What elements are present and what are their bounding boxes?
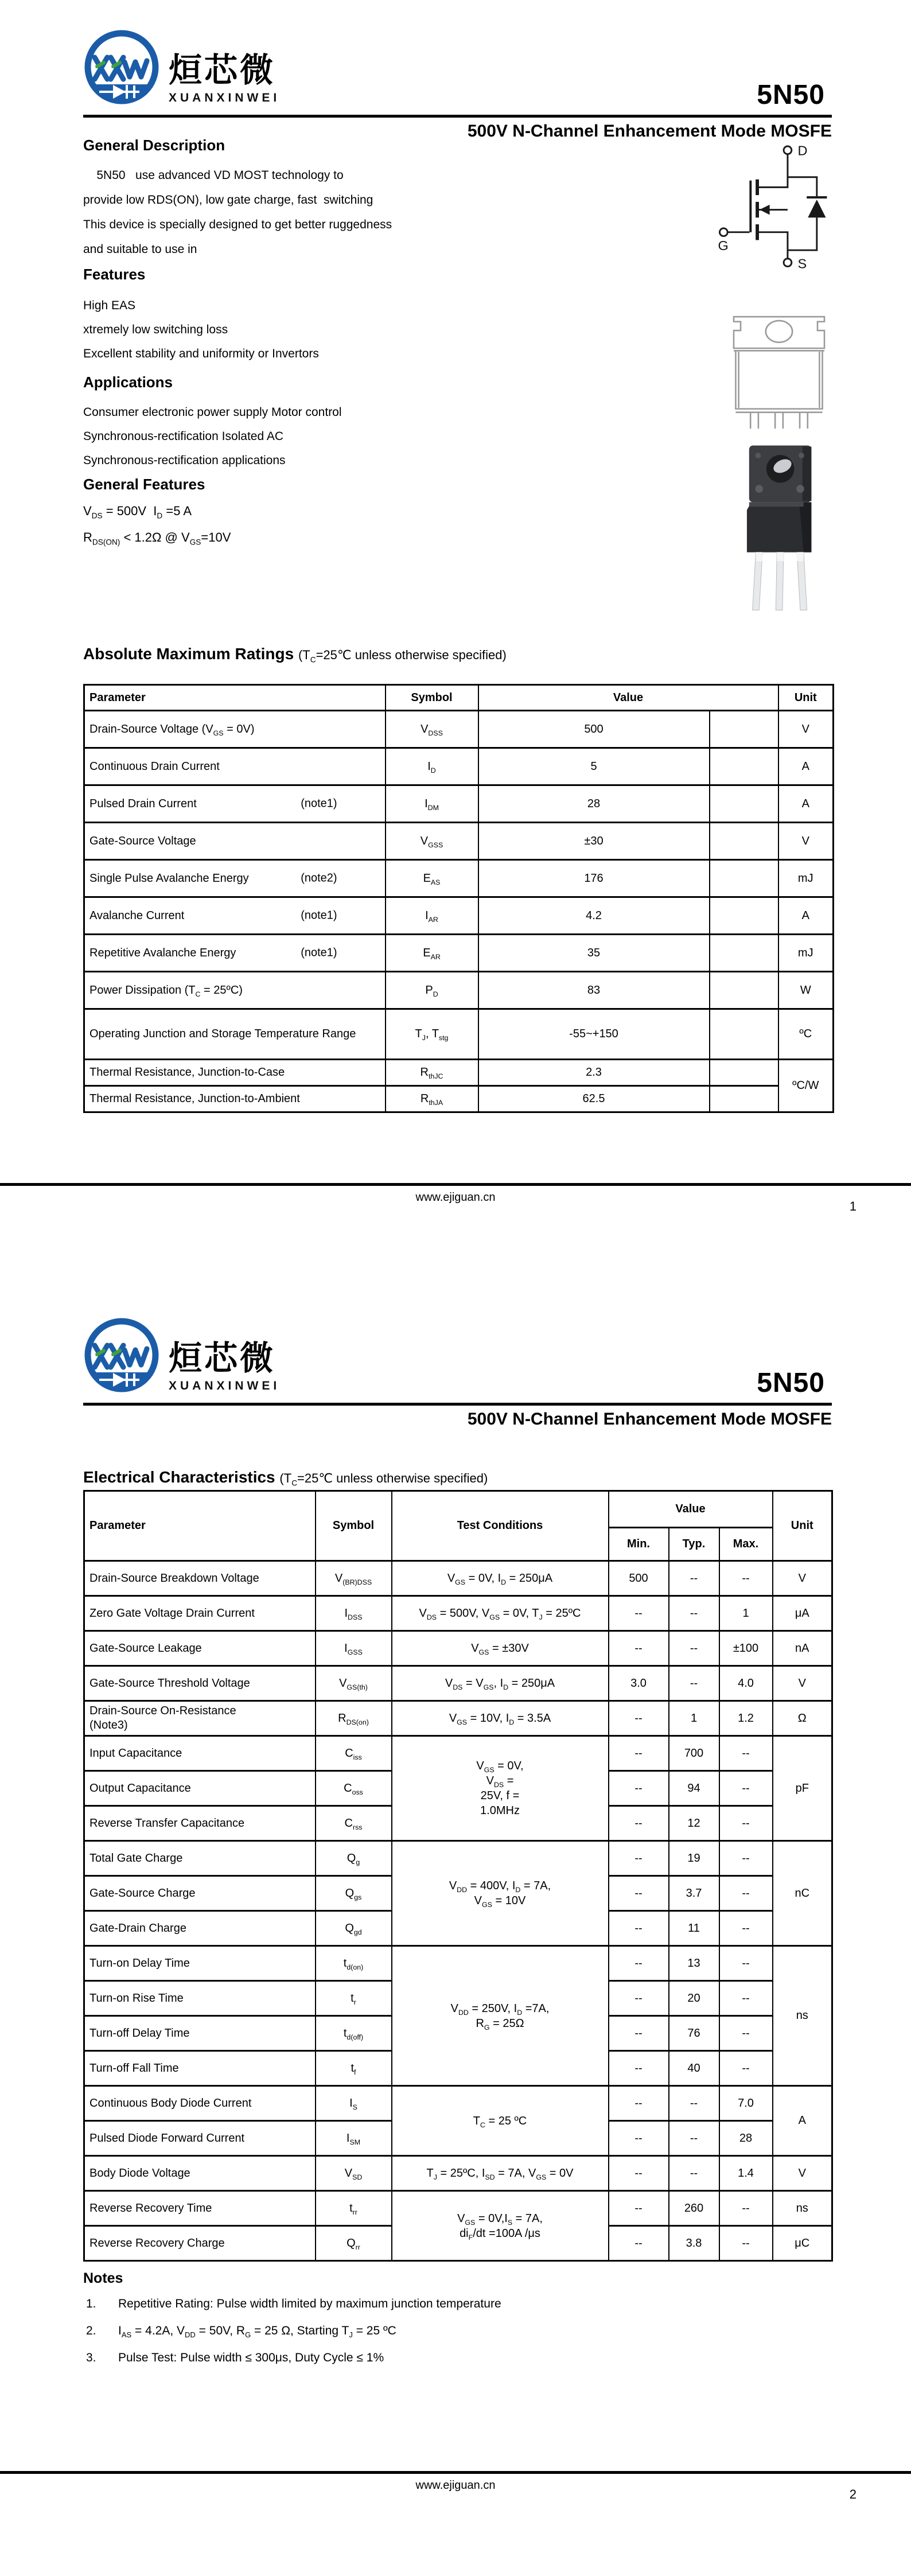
- table-row: [84, 1736, 832, 1771]
- test-conditions-cell: $V_{GS} = 0V,I_S = 7A$, $di_F/dt =100A$ /μs: [392, 2191, 609, 2261]
- section-title-general-description: General Description: [83, 137, 225, 154]
- parameter-name: Pulsed Drain Current: [89, 797, 197, 810]
- max-cell: 4.0: [719, 1666, 773, 1701]
- symbol-cell: $E_{AR}$: [386, 935, 478, 972]
- parameter-cell: Continuous Body Diode Current: [84, 2086, 316, 2121]
- column-header-parameter: Parameter: [84, 685, 386, 711]
- symbol-cell: $t_r$: [316, 1981, 392, 2016]
- min-cell: --: [609, 1841, 669, 1876]
- table-row: [84, 1701, 832, 1736]
- symbol-cell: $R_{thJA}$: [386, 1086, 478, 1112]
- value-cell: 5: [478, 748, 710, 785]
- value-subcell: [710, 897, 778, 935]
- general-feature-item: $V_{DS} = 500V$ $I_D =5$ A: [83, 504, 192, 520]
- symbol-cell: $C_{iss}$: [316, 1736, 392, 1771]
- value-subcell: [710, 1086, 778, 1112]
- min-cell: 3.0: [609, 1666, 669, 1701]
- value-cell: 35: [478, 935, 710, 972]
- max-cell: --: [719, 1876, 773, 1911]
- parameter-cell: [84, 785, 386, 823]
- value-cell: ±30: [478, 823, 710, 860]
- min-cell: --: [609, 2226, 669, 2261]
- absolute-maximum-ratings-table: [83, 684, 834, 1113]
- footer-rule: [0, 2471, 911, 2474]
- value-subcell: [710, 748, 778, 785]
- note-number: 2.: [86, 2324, 96, 2337]
- unit-cell: A: [778, 897, 834, 935]
- parameter-cell: [84, 711, 386, 748]
- value-cell: -55~+150: [478, 1009, 710, 1060]
- typ-cell: 260: [669, 2191, 719, 2226]
- column-header-typ: Typ.: [669, 1528, 719, 1561]
- symbol-cell: $I_{DSS}$: [316, 1596, 392, 1631]
- table-row: [84, 935, 834, 972]
- table-row: [84, 2156, 832, 2191]
- parameter-cell: Gate-Source Threshold Voltage: [84, 1666, 316, 1701]
- min-cell: --: [609, 1876, 669, 1911]
- value-subcell: [710, 711, 778, 748]
- note-text: Repetitive Rating: Pulse width limited by maximum junction temperature: [118, 2297, 501, 2310]
- unit-cell: ºC/W: [778, 1060, 834, 1112]
- max-cell: --: [719, 1841, 773, 1876]
- parameter-cell: [84, 860, 386, 897]
- unit-cell: ns: [773, 2191, 832, 2226]
- value-cell: 176: [478, 860, 710, 897]
- value-cell: 62.5: [478, 1086, 710, 1112]
- parameter-cell: Turn-off Fall Time: [84, 2051, 316, 2086]
- symbol-cell: $I_{SM}$: [316, 2121, 392, 2156]
- symbol-cell: $V_{(BR)DSS}$: [316, 1561, 392, 1596]
- value-cell: 2.3: [478, 1060, 710, 1086]
- max-cell: --: [719, 1911, 773, 1946]
- unit-cell: mJ: [778, 860, 834, 897]
- min-cell: --: [609, 1631, 669, 1666]
- table-row: [84, 897, 834, 935]
- typ-cell: 1: [669, 1701, 719, 1736]
- typ-cell: --: [669, 1666, 719, 1701]
- parameter-name: Thermal Resistance, Junction-to-Case: [89, 1066, 285, 1079]
- header-rule: [83, 115, 832, 118]
- symbol-cell: $Q_{gs}$: [316, 1876, 392, 1911]
- value-subcell: [710, 1009, 778, 1060]
- symbol-cell: $R_{DS(on)}$: [316, 1701, 392, 1736]
- max-cell: --: [719, 2051, 773, 2086]
- parameter-name: Avalanche Current: [89, 909, 185, 922]
- min-cell: --: [609, 1736, 669, 1771]
- symbol-cell: $I_{DM}$: [386, 785, 478, 823]
- typ-cell: 20: [669, 1981, 719, 2016]
- max-cell: --: [719, 2191, 773, 2226]
- symbol-cell: $V_{GS(th)}$: [316, 1666, 392, 1701]
- value-subcell: [710, 860, 778, 897]
- value-subcell: [710, 1060, 778, 1086]
- min-cell: --: [609, 1771, 669, 1806]
- parameter-cell: [84, 1086, 386, 1112]
- unit-cell: W: [778, 972, 834, 1009]
- parameter-cell: Turn-on Rise Time: [84, 1981, 316, 2016]
- typ-cell: 12: [669, 1806, 719, 1841]
- unit-cell: pF: [773, 1736, 832, 1841]
- typ-cell: --: [669, 1561, 719, 1596]
- symbol-cell: $C_{rss}$: [316, 1806, 392, 1841]
- unit-cell: ns: [773, 1946, 832, 2086]
- symbol-cell: $P_D$: [386, 972, 478, 1009]
- package-photo: [746, 443, 818, 610]
- test-conditions-cell: $V_{GS} = 10V$, $I_D = 3.5A$: [392, 1701, 609, 1736]
- unit-cell: nC: [773, 1841, 832, 1946]
- device-subtitle: 500V N-Channel Enhancement Mode MOSFE: [467, 122, 832, 141]
- note-number: 3.: [86, 2351, 96, 2364]
- notes-heading: Notes: [83, 2270, 123, 2286]
- min-cell: --: [609, 1946, 669, 1981]
- symbol-cell: $T_J$, $T_{stg}$: [386, 1009, 478, 1060]
- unit-cell: V: [773, 1666, 832, 1701]
- parameter-name: Gate-Source Voltage: [89, 834, 196, 847]
- typ-cell: 40: [669, 2051, 719, 2086]
- mosfet-drain-label: D: [797, 143, 808, 158]
- parameter-cell: Pulsed Diode Forward Current: [84, 2121, 316, 2156]
- unit-cell: V: [778, 823, 834, 860]
- unit-cell: A: [773, 2086, 832, 2156]
- value-cell: 83: [478, 972, 710, 1009]
- parameter-cell: Turn-off Delay Time: [84, 2016, 316, 2051]
- typ-cell: 3.7: [669, 1876, 719, 1911]
- abs-max-ratings-condition: ($T_C=25℃$ unless otherwise specified): [298, 648, 507, 664]
- symbol-cell: $t_{rr}$: [316, 2191, 392, 2226]
- table-row: [84, 748, 834, 785]
- feature-item: Excellent stability and uniformity or Invertors: [83, 347, 319, 360]
- column-header-value: Value: [478, 685, 778, 711]
- min-cell: --: [609, 2191, 669, 2226]
- max-cell: 1.2: [719, 1701, 773, 1736]
- abs-max-ratings-heading: [83, 645, 507, 663]
- unit-cell: μC: [773, 2226, 832, 2261]
- test-conditions-cell: $T_C = 25$ ºC: [392, 2086, 609, 2156]
- general-feature-item: $R_{DS(ON)} < 1.2\Omega$ @ $V_{GS}=10V$: [83, 530, 231, 547]
- symbol-cell: $I_{AR}$: [386, 897, 478, 935]
- symbol-cell: $t_{d(on)}$: [316, 1946, 392, 1981]
- brand-name-english: XUANXINWEI: [169, 1379, 281, 1392]
- column-header-unit: Unit: [778, 685, 834, 711]
- parameter-cell: [84, 972, 386, 1009]
- general-description-line: provide low RDS(ON), low gate charge, fast switching: [83, 193, 373, 207]
- value-subcell: [710, 785, 778, 823]
- symbol-cell: $R_{thJC}$: [386, 1060, 478, 1086]
- parameter-name: Continuous Drain Current: [89, 760, 220, 773]
- brand-logo-icon: [83, 1317, 161, 1394]
- min-cell: --: [609, 1701, 669, 1736]
- typ-cell: --: [669, 1596, 719, 1631]
- typ-cell: 19: [669, 1841, 719, 1876]
- general-description-line: This device is specially designed to get better ruggedness: [83, 218, 392, 231]
- application-item: Synchronous-rectification applications: [83, 454, 286, 467]
- page-number: 2: [849, 2487, 857, 2501]
- table-header-row: [84, 685, 834, 711]
- mosfet-gate-label: G: [718, 238, 729, 254]
- electrical-characteristics-condition: ($T_C=25℃$ unless otherwise specified): [279, 1471, 488, 1488]
- mosfet-symbol-diagram: [714, 143, 858, 278]
- value-subcell: [710, 972, 778, 1009]
- parameter-cell: Drain-Source On-Resistance (Note3): [84, 1701, 316, 1736]
- parameter-name: Single Pulse Avalanche Energy: [89, 871, 249, 885]
- note-text: $I_{AS} = 4.2A$, $V_{DD} = 50V$, $R_G = 25$ Ω, Starting $T_J = 25$ ºC: [118, 2324, 396, 2339]
- page-number: 1: [849, 1199, 857, 1213]
- column-header-value: Value: [609, 1491, 773, 1528]
- min-cell: --: [609, 2156, 669, 2191]
- general-description-line: and suitable to use in: [83, 243, 197, 256]
- column-header-min: Min.: [609, 1528, 669, 1561]
- parameter-note: (note1): [301, 909, 337, 922]
- typ-cell: --: [669, 2156, 719, 2191]
- symbol-cell: $C_{oss}$: [316, 1771, 392, 1806]
- parameter-note: (note1): [301, 946, 337, 959]
- unit-cell: A: [778, 748, 834, 785]
- max-cell: --: [719, 1981, 773, 2016]
- brand-logo: [83, 29, 280, 106]
- symbol-cell: $Q_{rr}$: [316, 2226, 392, 2261]
- parameter-cell: Gate-Source Charge: [84, 1876, 316, 1911]
- application-item: Synchronous-rectification Isolated AC: [83, 430, 284, 443]
- column-header-symbol: Symbol: [316, 1491, 392, 1561]
- symbol-cell: $I_D$: [386, 748, 478, 785]
- table-row: [84, 2191, 832, 2226]
- parameter-cell: Drain-Source Breakdown Voltage: [84, 1561, 316, 1596]
- parameter-note: (note2): [301, 871, 337, 885]
- table-row: [84, 1596, 832, 1631]
- parameter-cell: Gate-Source Leakage: [84, 1631, 316, 1666]
- test-conditions-cell: $V_{DS} = V_{GS}$, $I_D = 250\mu A$: [392, 1666, 609, 1701]
- parameter-name: Power Dissipation ($T_C$ = 25ºC): [89, 983, 243, 998]
- symbol-cell: $I_{GSS}$: [316, 1631, 392, 1666]
- footer-website: www.ejiguan.cn: [415, 2479, 496, 2492]
- symbol-cell: $E_{AS}$: [386, 860, 478, 897]
- value-cell: 28: [478, 785, 710, 823]
- symbol-cell: $t_f$: [316, 2051, 392, 2086]
- table-header-row: [84, 1491, 832, 1528]
- note-item: [86, 2290, 717, 2317]
- max-cell: --: [719, 1561, 773, 1596]
- max-cell: --: [719, 1946, 773, 1981]
- electrical-characteristics-table: [83, 1490, 833, 2262]
- brand-name-english: XUANXINWEI: [169, 91, 281, 104]
- parameter-cell: Reverse Recovery Charge: [84, 2226, 316, 2261]
- symbol-cell: $Q_g$: [316, 1841, 392, 1876]
- parameter-cell: Reverse Recovery Time: [84, 2191, 316, 2226]
- min-cell: --: [609, 2086, 669, 2121]
- typ-cell: --: [669, 1631, 719, 1666]
- table-row: [84, 1946, 832, 1981]
- table-row: [84, 1086, 834, 1112]
- section-title-features: Features: [83, 266, 146, 283]
- max-cell: --: [719, 1806, 773, 1841]
- min-cell: --: [609, 1596, 669, 1631]
- typ-cell: 76: [669, 2016, 719, 2051]
- unit-cell: μA: [773, 1596, 832, 1631]
- parameter-name: Operating Junction and Storage Temperature Range: [89, 1028, 356, 1040]
- note-item: [86, 2317, 717, 2344]
- min-cell: --: [609, 2121, 669, 2156]
- max-cell: ±100: [719, 1631, 773, 1666]
- parameter-cell: [84, 1060, 386, 1086]
- table-row: [84, 1666, 832, 1701]
- typ-cell: --: [669, 2086, 719, 2121]
- column-header-unit: Unit: [773, 1491, 832, 1561]
- max-cell: --: [719, 1771, 773, 1806]
- parameter-cell: Output Capacitance: [84, 1771, 316, 1806]
- parameter-cell: [84, 935, 386, 972]
- column-header-parameter: Parameter: [84, 1491, 316, 1561]
- table-row: [84, 972, 834, 1009]
- max-cell: 1.4: [719, 2156, 773, 2191]
- footer-rule: [0, 1183, 911, 1186]
- unit-cell: nA: [773, 1631, 832, 1666]
- value-subcell: [710, 935, 778, 972]
- max-cell: 1: [719, 1596, 773, 1631]
- parameter-name: Drain-Source Voltage $(V_{GS} = 0V)$: [89, 722, 255, 737]
- brand-logo: [83, 1317, 280, 1394]
- max-cell: 7.0: [719, 2086, 773, 2121]
- test-conditions-cell: $T_J$ = 25ºC, $I_{SD} = 7A$, $V_{GS} = 0V$: [392, 2156, 609, 2191]
- table-row: [84, 2086, 832, 2121]
- column-header-symbol: Symbol: [386, 685, 478, 711]
- parameter-cell: Input Capacitance: [84, 1736, 316, 1771]
- notes-list: [86, 2290, 717, 2371]
- parameter-cell: [84, 748, 386, 785]
- note-text: Pulse Test: Pulse width ≤ 300μs, Duty Cycle ≤ 1%: [118, 2351, 384, 2364]
- electrical-characteristics-heading: [83, 1468, 488, 1487]
- test-conditions-cell: $V_{DD} = 400V$, $I_D = 7A$, $V_{GS} = 10V$: [392, 1841, 609, 1946]
- parameter-cell: [84, 1009, 386, 1060]
- test-conditions-cell: $V_{GS} = 0V$, $V_{DS}$ = 25V, f = 1.0MHz: [392, 1736, 609, 1841]
- datasheet-page-2: [0, 1288, 911, 2576]
- unit-cell: mJ: [778, 935, 834, 972]
- typ-cell: 3.8: [669, 2226, 719, 2261]
- general-description-text: [83, 163, 450, 262]
- note-item: [86, 2344, 717, 2371]
- column-header-test-conditions: Test Conditions: [392, 1491, 609, 1561]
- section-title-general-features: General Features: [83, 476, 205, 493]
- value-cell: 4.2: [478, 897, 710, 935]
- parameter-cell: Reverse Transfer Capacitance: [84, 1806, 316, 1841]
- brand-name-chinese: 烜芯微: [169, 1340, 276, 1377]
- unit-cell: ºC: [778, 1009, 834, 1060]
- feature-item: xtremely low switching loss: [83, 323, 228, 336]
- unit-cell: V: [773, 1561, 832, 1596]
- parameter-cell: Body Diode Voltage: [84, 2156, 316, 2191]
- parameter-name: Thermal Resistance, Junction-to-Ambient: [89, 1092, 300, 1105]
- symbol-cell: $V_{SD}$: [316, 2156, 392, 2191]
- symbol-cell: $Q_{gd}$: [316, 1911, 392, 1946]
- header-rule: [83, 1403, 832, 1406]
- symbol-cell: $V_{GSS}$: [386, 823, 478, 860]
- part-number: 5N50: [757, 1368, 825, 1398]
- parameter-name: Repetitive Avalanche Energy: [89, 946, 236, 959]
- table-row: [84, 785, 834, 823]
- table-row: [84, 1561, 832, 1596]
- brand-logo-text: [169, 29, 280, 106]
- symbol-cell: $t_{d(off)}$: [316, 2016, 392, 2051]
- general-features-list: [83, 498, 450, 551]
- parameter-cell: Zero Gate Voltage Drain Current: [84, 1596, 316, 1631]
- applications-list: [83, 400, 450, 473]
- max-cell: --: [719, 2226, 773, 2261]
- parameter-cell: Turn-on Delay Time: [84, 1946, 316, 1981]
- test-conditions-cell: $V_{DD} = 250V$, $I_D =7A$, $R_G = 25\Omega$: [392, 1946, 609, 2086]
- application-item: Consumer electronic power supply Motor control: [83, 406, 342, 419]
- test-conditions-cell: $V_{GS} = 0V$, $I_D = 250\mu A$: [392, 1561, 609, 1596]
- min-cell: --: [609, 2051, 669, 2086]
- table-row: [84, 1631, 832, 1666]
- brand-logo-icon: [83, 29, 161, 106]
- brand-name-chinese: 烜芯微: [169, 52, 276, 89]
- typ-cell: 13: [669, 1946, 719, 1981]
- max-cell: --: [719, 1736, 773, 1771]
- test-conditions-cell: $V_{GS} = \pm 30V$: [392, 1631, 609, 1666]
- min-cell: --: [609, 1806, 669, 1841]
- features-list: [83, 294, 450, 366]
- table-row: [84, 1060, 834, 1086]
- brand-logo-text: [169, 1317, 280, 1394]
- note-number: 1.: [86, 2297, 96, 2310]
- parameter-note: (note1): [301, 797, 337, 810]
- device-subtitle: 500V N-Channel Enhancement Mode MOSFE: [467, 1410, 832, 1429]
- value-subcell: [710, 823, 778, 860]
- parameter-cell: Gate-Drain Charge: [84, 1911, 316, 1946]
- unit-cell: Ω: [773, 1701, 832, 1736]
- table-row: [84, 711, 834, 748]
- value-cell: 500: [478, 711, 710, 748]
- general-description-line: 5N50 use advanced VD MOST technology to: [83, 169, 344, 182]
- unit-cell: V: [773, 2156, 832, 2191]
- min-cell: --: [609, 1981, 669, 2016]
- part-number: 5N50: [757, 80, 825, 110]
- symbol-cell: $V_{DSS}$: [386, 711, 478, 748]
- parameter-cell: [84, 897, 386, 935]
- feature-item: High EAS: [83, 299, 136, 312]
- test-conditions-cell: $V_{DS} = 500V$, $V_{GS} = 0V$, $T_J$ = 25ºC: [392, 1596, 609, 1631]
- symbol-cell: $I_S$: [316, 2086, 392, 2121]
- parameter-cell: [84, 823, 386, 860]
- typ-cell: 11: [669, 1911, 719, 1946]
- min-cell: --: [609, 2016, 669, 2051]
- typ-cell: 94: [669, 1771, 719, 1806]
- footer-website: www.ejiguan.cn: [415, 1191, 496, 1204]
- section-title-applications: Applications: [83, 373, 173, 391]
- parameter-cell: Total Gate Charge: [84, 1841, 316, 1876]
- max-cell: --: [719, 2016, 773, 2051]
- max-cell: 28: [719, 2121, 773, 2156]
- min-cell: --: [609, 1911, 669, 1946]
- mosfet-source-label: S: [797, 256, 807, 271]
- package-outline-drawing: [730, 303, 828, 429]
- table-row: [84, 823, 834, 860]
- table-row: [84, 860, 834, 897]
- min-cell: 500: [609, 1561, 669, 1596]
- typ-cell: --: [669, 2121, 719, 2156]
- electrical-characteristics-title: Electrical Characteristics: [83, 1468, 275, 1486]
- abs-max-ratings-title: Absolute Maximum Ratings: [83, 645, 294, 663]
- unit-cell: V: [778, 711, 834, 748]
- table-row: [84, 1841, 832, 1876]
- typ-cell: 700: [669, 1736, 719, 1771]
- unit-cell: A: [778, 785, 834, 823]
- table-row: [84, 1009, 834, 1060]
- column-header-max: Max.: [719, 1528, 773, 1561]
